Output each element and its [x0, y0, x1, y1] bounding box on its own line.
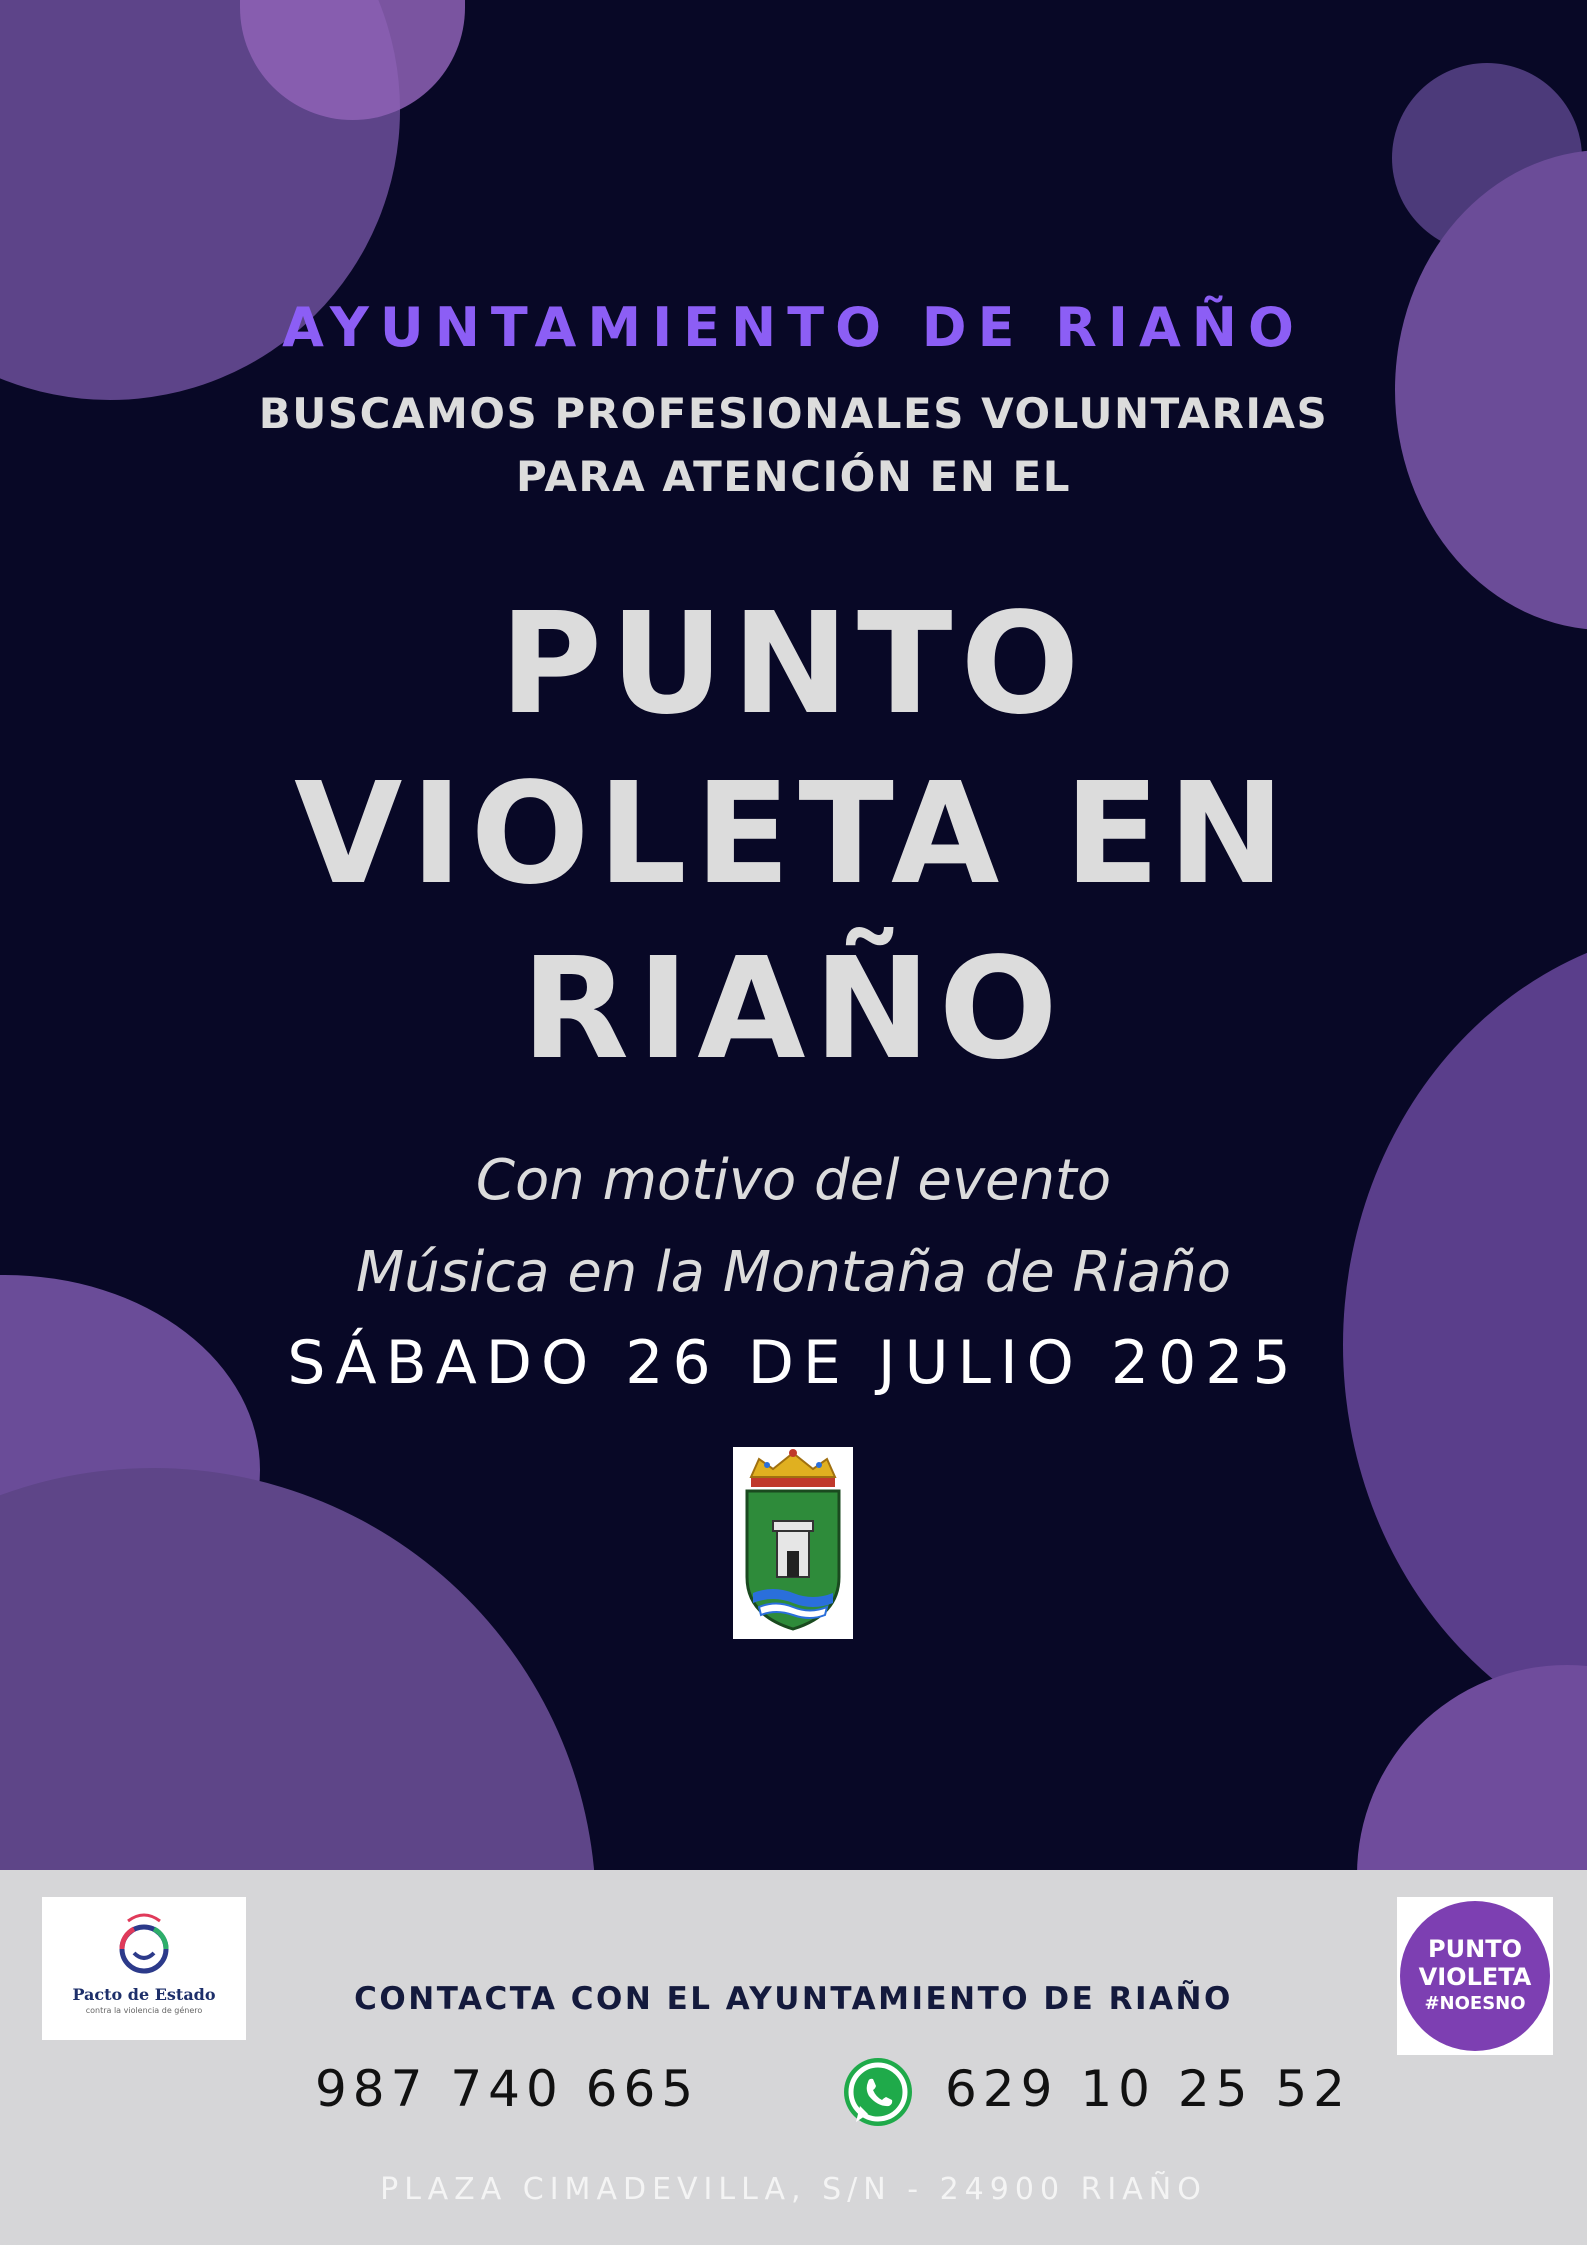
organization-heading: AYUNTAMIENTO DE RIAÑO: [282, 296, 1305, 359]
main-title-line-2: VIOLETA EN: [294, 753, 1293, 916]
punto-violeta-hashtag: #NOESNO: [1424, 1993, 1526, 2014]
phone-whatsapp[interactable]: 629 10 25 52: [945, 2060, 1351, 2118]
pacto-de-estado-logo: [42, 1897, 246, 2040]
contact-heading: CONTACTA CON EL AYUNTAMIENTO DE RIAÑO: [354, 1981, 1233, 2017]
event-name: Música en la Montaña de Riaño: [355, 1240, 1232, 1305]
pacto-logo-subtitle: contra la violencia de género: [85, 2006, 203, 2015]
main-title-line-1: PUNTO: [499, 583, 1088, 746]
event-intro: Con motivo del evento: [475, 1148, 1112, 1213]
punto-violeta-logo: [1397, 1897, 1553, 2055]
pacto-logo-title: Pacto de Estado: [72, 1985, 216, 2004]
whatsapp-icon: [838, 2052, 918, 2132]
punto-violeta-disc: [1400, 1901, 1550, 2051]
main-title-line-3: RIAÑO: [521, 928, 1066, 1091]
recruit-line-1: BUSCAMOS PROFESIONALES VOLUNTARIAS: [258, 389, 1329, 438]
phone-landline[interactable]: 987 740 665: [315, 2060, 700, 2118]
punto-violeta-line-1: PUNTO: [1428, 1935, 1522, 1963]
event-date: SÁBADO 26 DE JULIO 2025: [287, 1328, 1300, 1398]
coat-of-arms-icon: [733, 1447, 853, 1639]
punto-violeta-line-2: VIOLETA: [1418, 1963, 1532, 1991]
address: PLAZA CIMADEVILLA, S/N - 24900 RIAÑO: [380, 2172, 1207, 2207]
recruit-line-2: PARA ATENCIÓN EN EL: [516, 452, 1071, 501]
